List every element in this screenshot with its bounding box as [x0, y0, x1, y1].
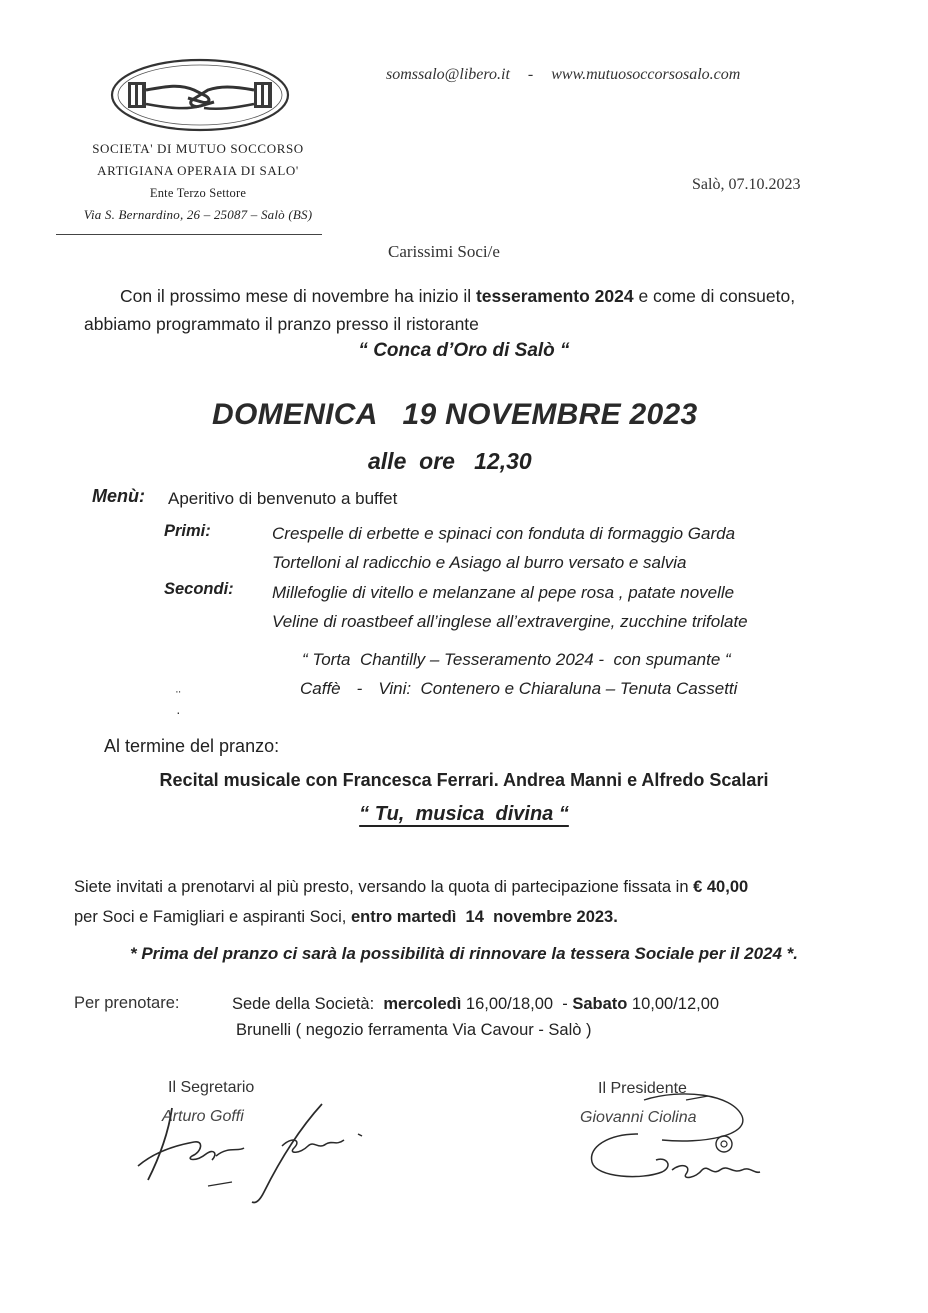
booking-line2 — [74, 902, 894, 932]
recital-line: Recital musicale con Francesca Ferrari. Andrea Manni e Alfredo Scalari — [159, 770, 769, 790]
caffe-separator: - — [356, 679, 363, 698]
primi-item: Tortelloni al radicchio e Asiago al burro versato e salvia — [272, 553, 687, 572]
booking-place-2: Brunelli ( negozio ferramenta Via Cavour - Salò ) — [236, 1021, 592, 1039]
president-title: Il Presidente — [598, 1080, 687, 1097]
stray-marks: ¨ · — [176, 688, 181, 720]
intro-highlight: tesseramento 2024 — [475, 286, 634, 306]
renewal-note: * Prima del pranzo ci sarà la possibilità di rinnovare la tessera Sociale per il 2024 *. — [129, 944, 799, 963]
org-address: Via S. Bernardino, 26 – 25087 – Salò (BS) — [83, 207, 313, 222]
restaurant-name: “ Conca d’Oro di Salò “ — [358, 340, 570, 361]
greeting: Carissimi Soci/e — [388, 242, 500, 261]
secondi-item: Veline di roastbeef all’inglese all’extravergine, zucchine trifolate — [272, 612, 748, 631]
org-name-line2: ARTIGIANA OPERAIA DI SALO' — [97, 163, 299, 178]
recital-title-text: “ Tu, musica divina “ — [359, 803, 569, 825]
secondi-label: Secondi: — [164, 580, 234, 598]
primi-label: Primi: — [164, 522, 211, 540]
booking-day-1: mercoledì — [383, 995, 462, 1013]
president-name: Giovanni Ciolina — [580, 1109, 697, 1126]
booking-text-b: per Soci e Famigliari e aspiranti Soci, — [74, 908, 351, 926]
menu-label: Menù: — [92, 486, 145, 506]
president-signature — [582, 1082, 772, 1192]
booking-paragraph — [74, 872, 894, 932]
booking-line1 — [74, 872, 894, 902]
intro-line2: abbiamo programmato il pranzo presso il ristorante — [84, 314, 479, 334]
booking-hours-2: 10,00/12,00 — [627, 995, 720, 1013]
booking-place-1 — [232, 995, 719, 1014]
intro-text-b: e come di consueto, — [633, 286, 796, 306]
org-name-line1: SOCIETA' DI MUTUO SOCCORSO — [92, 141, 304, 156]
fee-amount: € 40,00 — [693, 878, 749, 896]
organization-block — [52, 138, 344, 226]
booking-text-a: Siete invitati a prenotarvi al più presto, versando la quota di partecipazione fissata in — [74, 878, 694, 896]
menu-aperitivo: Aperitivo di benvenuto a buffet — [168, 489, 398, 508]
intro-text-a: Con il prossimo mese di novembre ha inizio il — [120, 286, 476, 306]
secretary-name: Arturo Goffi — [162, 1108, 244, 1125]
contact-separator: - — [527, 66, 534, 83]
secondi-item: Millefoglie di vitello e melanzane al pepe rosa , patate novelle — [272, 583, 735, 602]
secretary-signature — [132, 1096, 372, 1206]
dessert-line: “ Torta Chantilly – Tesseramento 2024 - con spumante “ — [302, 650, 731, 669]
society-logo — [108, 56, 292, 134]
booking-day-2: Sabato — [572, 995, 628, 1013]
header-contacts — [386, 66, 740, 84]
org-type: Ente Terzo Settore — [149, 186, 247, 200]
intro-line1 — [74, 282, 874, 310]
handshake-icon — [128, 82, 272, 109]
event-date: DOMENICA 19 NOVEMBRE 2023 — [212, 398, 698, 431]
booking-hours-1: 16,00/18,00 - — [461, 995, 573, 1013]
caffe-text: Caffè — [300, 679, 341, 698]
email-link[interactable]: somssalo@libero.it — [386, 66, 510, 83]
recital-title — [0, 803, 928, 826]
intro-paragraph — [74, 282, 874, 338]
website-link[interactable]: www.mutuosoccorsosalo.com — [551, 66, 741, 83]
place-date: Salò, 07.10.2023 — [692, 176, 801, 193]
wine-text: Vini: Contenero e Chiaraluna – Tenuta Cassetti — [378, 679, 738, 698]
booking-label: Per prenotare: — [74, 994, 180, 1012]
entertainment-intro: Al termine del pranzo: — [104, 736, 280, 756]
caffe-line — [300, 679, 737, 699]
secretary-title: Il Segretario — [168, 1079, 255, 1096]
event-time: alle ore 12,30 — [368, 448, 532, 474]
primi-item: Crespelle di erbette e spinaci con fonduta di formaggio Garda — [272, 524, 736, 543]
booking-deadline: entro martedì 14 novembre 2023. — [350, 908, 618, 926]
header-divider — [56, 234, 322, 235]
booking-place-1-label: Sede della Società: — [232, 995, 384, 1013]
